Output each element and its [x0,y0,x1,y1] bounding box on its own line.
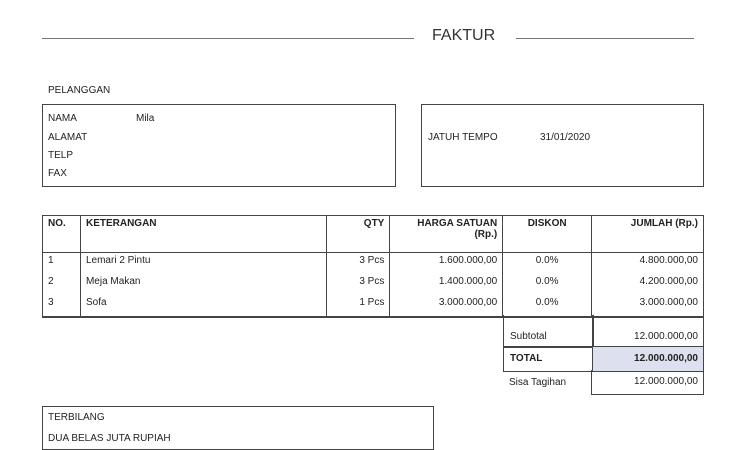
cell-desc: Sofa [80,295,327,317]
cell-desc: Meja Makan [80,274,327,295]
balance-label: Sisa Tagihan [509,377,567,388]
due-label: JATUH TEMPO [428,132,498,143]
cell-price: 1.600.000,00 [390,253,503,275]
header-amount: JUMLAH (Rp.) [592,216,704,253]
customer-section-label: PELANGGAN [48,85,111,96]
due-value: 31/01/2020 [540,132,591,143]
total-value: 12.000.000,00 [634,353,698,364]
cell-price: 1.400.000,00 [390,274,503,295]
cell-disc: 0.0% [503,295,592,317]
fax-label: FAX [48,168,67,179]
cell-disc: 0.0% [503,274,592,295]
cell-desc: Lemari 2 Pintu [80,253,327,275]
name-label: NAMA [48,113,77,124]
invoice-title: FAKTUR [432,27,496,44]
header-no: NO. [43,216,81,253]
subtotal-label: Subtotal [510,331,547,342]
due-box [421,104,704,187]
header-discount: DISKON [503,216,592,253]
cell-total: 3.000.000,00 [592,295,704,317]
header-qty: QTY [327,216,390,253]
terbilang-value: DUA BELAS JUTA RUPIAH [48,433,171,444]
table-row [43,253,704,275]
cell-total: 4.200.000,00 [592,274,704,295]
cell-qty: 3 Pcs [327,253,390,275]
title-rule-right [516,38,694,39]
phone-label: TELP [48,150,74,161]
cell-no: 1 [43,253,81,275]
cell-no: 3 [43,295,81,317]
cell-price: 3.000.000,00 [390,295,503,317]
total-label: TOTAL [510,353,543,364]
cell-qty: 3 Pcs [327,274,390,295]
cell-total: 4.800.000,00 [592,253,704,275]
cell-disc: 0.0% [503,253,592,275]
title-rule-left [42,38,414,39]
cell-no: 2 [43,274,81,295]
header-unit-price: HARGA SATUAN (Rp.) [390,216,503,253]
terbilang-label: TERBILANG [48,412,105,423]
header-description: KETERANGAN [80,216,327,253]
subtotal-value: 12.000.000,00 [634,331,698,342]
table-row [43,274,704,295]
summary-box [503,315,704,372]
table-row [43,295,704,317]
balance-box [591,370,704,395]
name-value: Mila [136,113,155,124]
balance-value: 12.000.000,00 [634,376,698,387]
terbilang-box [42,406,434,450]
items-table [42,215,704,318]
address-label: ALAMAT [48,132,88,143]
customer-box [42,104,396,187]
cell-qty: 1 Pcs [327,295,390,317]
